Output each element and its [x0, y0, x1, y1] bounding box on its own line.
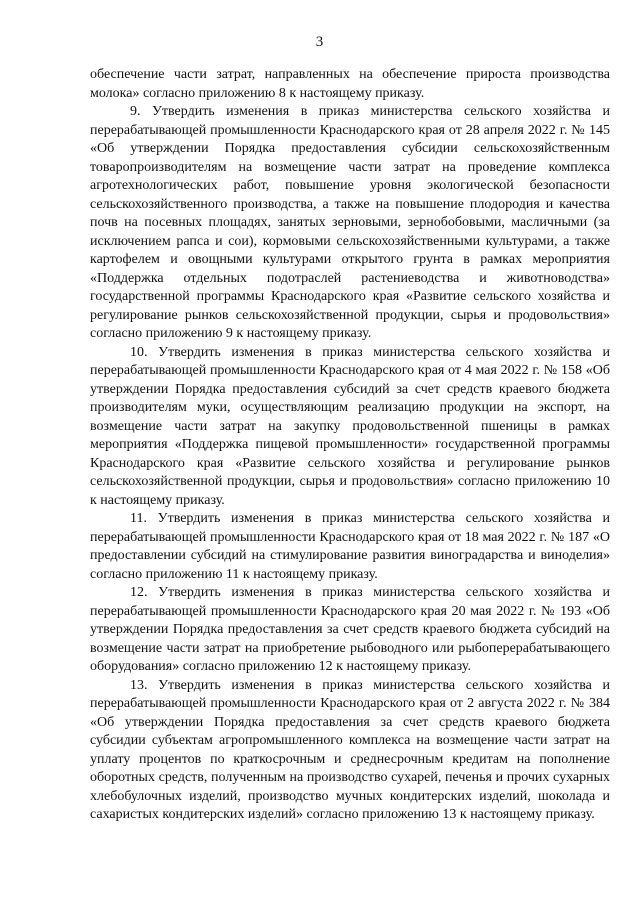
paragraph-item-13: 13. Утвердить изменения в приказ министерства сельского хозяйства и перерабатывающей промышленности Краснодарского края от 2 августа 2022 г. № 384 «Об утверждении Порядка предоставления за счет средств краевого бюджета субсидии субъектам агропромышленного комплекса на возмещение части затрат на уплату процентов по краткосрочным и среднесрочным кредитам на пополнение оборотных средств, полученным на производство сухарей, печенья и прочих сухарных хлебобулочных изделий, производство мучных кондитерских изделий, шоколада и сахаристых кондитерских изделий» согласно приложению 13 к настоящему приказу.	[90, 677, 610, 822]
paragraph-item-11: 11. Утвердить изменения в приказ министерства сельского хозяйства и перерабатывающей промышленности Краснодарского края от 18 мая 2022 г. № 187 «О предоставлении субсидий на стимулирование развития виноградарства и виноделия» согласно приложению 11 к настоящему приказу.	[90, 511, 610, 582]
paragraph-item-10: 10. Утвердить изменения в приказ министерства сельского хозяйства и перерабатывающей промышленности Краснодарского края от 4 мая 2022 г. № 158 «Об утверждении Порядка предоставления субсидий за счет средств краевого бюджета производителям муки, осуществляющим реализацию продукции на экспорт, на возмещение части затрат на закупку продовольственной пшеницы в рамках мероприятия «Поддержка пищевой промышленности» государственной программы Краснодарского края «Развитие сельского хозяйства и регулирование рынков сельскохозяйственной продукции, сырья и продовольствия» согласно приложению 10 к настоящему приказу.	[90, 344, 610, 508]
paragraph-item-12: 12. Утвердить изменения в приказ министерства сельского хозяйства и перерабатывающей промышленности Краснодарского края 20 мая 2022 г. № 193 «Об утверждении Порядка предоставления за счет средств краевого бюджета субсидий на возмещение части затрат на приобретение рыбоводного или рыбоперерабатывающего оборудования» согласно приложению 12 к настоящему приказу.	[90, 585, 610, 674]
paragraph-continuation: обеспечение части затрат, направленных на обеспечение прироста производства молока» согласно приложению 8 к настоящему приказу.	[90, 67, 610, 101]
document-body	[90, 66, 610, 825]
paragraph-item-9: 9. Утвердить изменения в приказ министерства сельского хозяйства и перерабатывающей промышленности Краснодарского края от 28 апреля 2022 г. № 145 «Об утверждении Порядка предоставления субсидии сельскохозяйственным товаропроизводителям на возмещение части затрат на проведение комплекса агротехнологических работ, повышение уровня экологической безопасности сельскохозяйственного производства, а также на повышение плодородия и качества почв на посевных площадях, занятых зерновыми, зернобобовыми, масличными (за исключением рапса и сои), кормовыми сельскохозяйственными культурами, а также картофелем и овощными культурами открытого грунта в рамках мероприятия «Поддержка отдельных подотраслей растениеводства и животноводства» государственной программы Краснодарского края «Развитие сельского хозяйства и регулирование рынков сельскохозяйственной продукции, сырья и продовольствия» согласно приложению 9 к настоящему приказу.	[90, 104, 610, 341]
page-number: 3	[315, 34, 324, 50]
